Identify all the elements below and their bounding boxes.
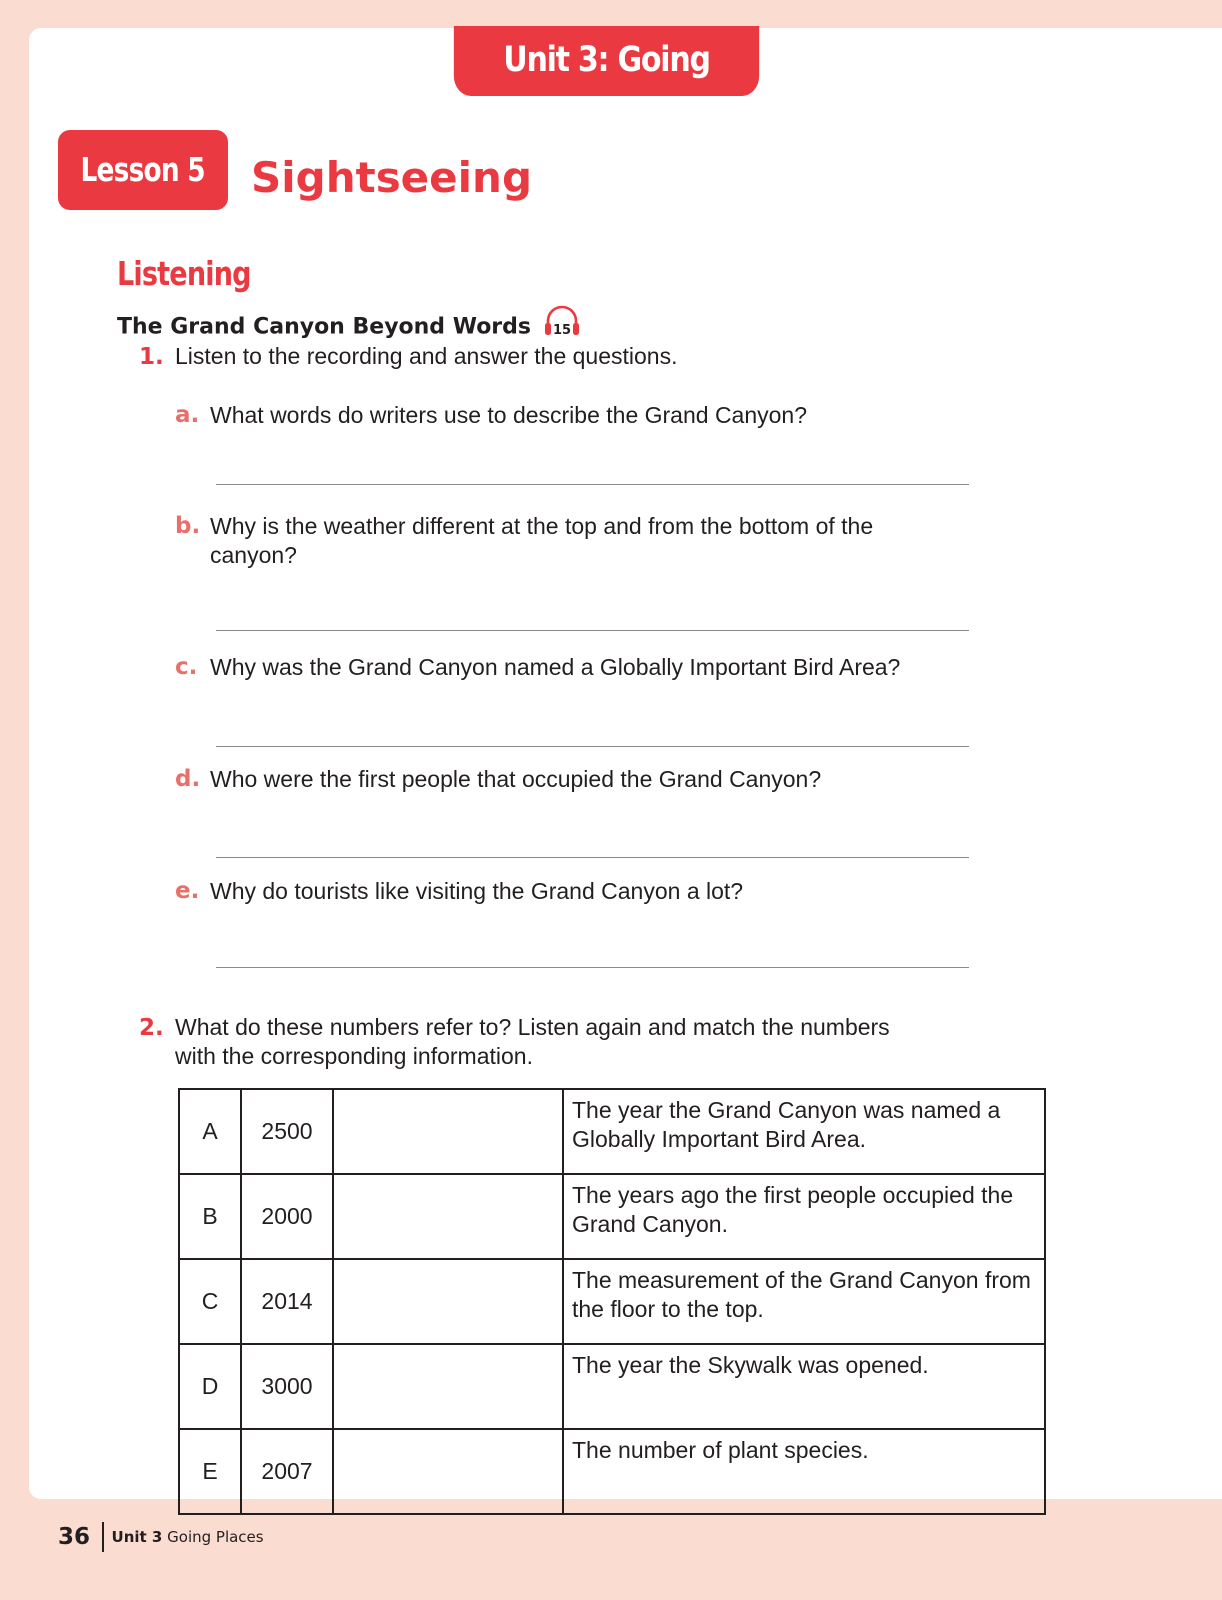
lesson-title: Sightseeing (251, 153, 533, 202)
task-2 (139, 1013, 890, 1069)
lesson-badge (58, 130, 228, 210)
table-row (179, 1429, 1045, 1514)
question-letter: a. (175, 402, 200, 428)
question-text: Why was the Grand Canyon named a Globally Important Bird Area? (210, 654, 901, 680)
question-text: Who were the first people that occupied the Grand Canyon? (210, 766, 822, 792)
table-row (179, 1174, 1045, 1259)
row-info: The year the Skywalk was opened. (563, 1344, 1045, 1429)
row-number: 3000 (241, 1344, 333, 1429)
question-text: Why is the weather different at the top and from the bottom of the canyon? (210, 513, 874, 568)
task-instruction: Listen to the recording and answer the questions. (175, 343, 678, 369)
row-letter: C (179, 1259, 241, 1344)
section-heading: Listening (117, 254, 251, 293)
footer-unit-text (112, 1528, 264, 1546)
match-answer-cell[interactable] (333, 1174, 563, 1259)
table-row (179, 1344, 1045, 1429)
task-instruction: What do these numbers refer to? Listen again and match the numbers with the corresponding information. (175, 1014, 890, 1069)
footer-divider (102, 1522, 104, 1552)
question-letter: b. (175, 513, 201, 539)
question-letter: c. (175, 654, 198, 680)
audio-track-number: 15 (552, 323, 571, 338)
question-text: Why do tourists like visiting the Grand Canyon a lot? (210, 878, 744, 904)
question-text: What words do writers use to describe the Grand Canyon? (210, 402, 808, 428)
row-number: 2007 (241, 1429, 333, 1514)
lesson-label: Lesson 5 (80, 150, 206, 189)
match-answer-cell[interactable] (333, 1429, 563, 1514)
task-number: 1. (139, 344, 164, 370)
row-info: The year the Grand Canyon was named a Globally Important Bird Area. (563, 1089, 1045, 1174)
unit-tab: Unit 3: Going Places (454, 26, 759, 96)
row-letter: D (179, 1344, 241, 1429)
task-number: 2. (139, 1015, 164, 1041)
match-answer-cell[interactable] (333, 1089, 563, 1174)
row-info: The measurement of the Grand Canyon from the floor to the top. (563, 1259, 1045, 1344)
answer-line-b[interactable] (216, 630, 969, 631)
row-info: The number of plant species. (563, 1429, 1045, 1514)
row-number: 2000 (241, 1174, 333, 1259)
table-row (179, 1259, 1045, 1344)
row-letter: E (179, 1429, 241, 1514)
page-number: 36 (58, 1524, 91, 1550)
row-letter: B (179, 1174, 241, 1259)
answer-line-c[interactable] (216, 746, 969, 747)
task-1 (139, 342, 678, 372)
match-answer-cell[interactable] (333, 1259, 563, 1344)
row-number: 2014 (241, 1259, 333, 1344)
question-letter: e. (175, 878, 200, 904)
question-letter: d. (175, 766, 201, 792)
matching-table (178, 1088, 1046, 1515)
answer-line-d[interactable] (216, 857, 969, 858)
subheading-text: The Grand Canyon Beyond Words (117, 314, 532, 340)
match-answer-cell[interactable] (333, 1344, 563, 1429)
footer-unit: Unit 3 (111, 1528, 163, 1546)
footer-unit-title: Going Places (167, 1528, 264, 1546)
page-footer (58, 1519, 264, 1555)
row-info: The years ago the first people occupied the Grand Canyon. (563, 1174, 1045, 1259)
row-letter: A (179, 1089, 241, 1174)
row-number: 2500 (241, 1089, 333, 1174)
table-row (179, 1089, 1045, 1174)
answer-line-e[interactable] (216, 967, 969, 968)
answer-line-a[interactable] (216, 484, 969, 485)
